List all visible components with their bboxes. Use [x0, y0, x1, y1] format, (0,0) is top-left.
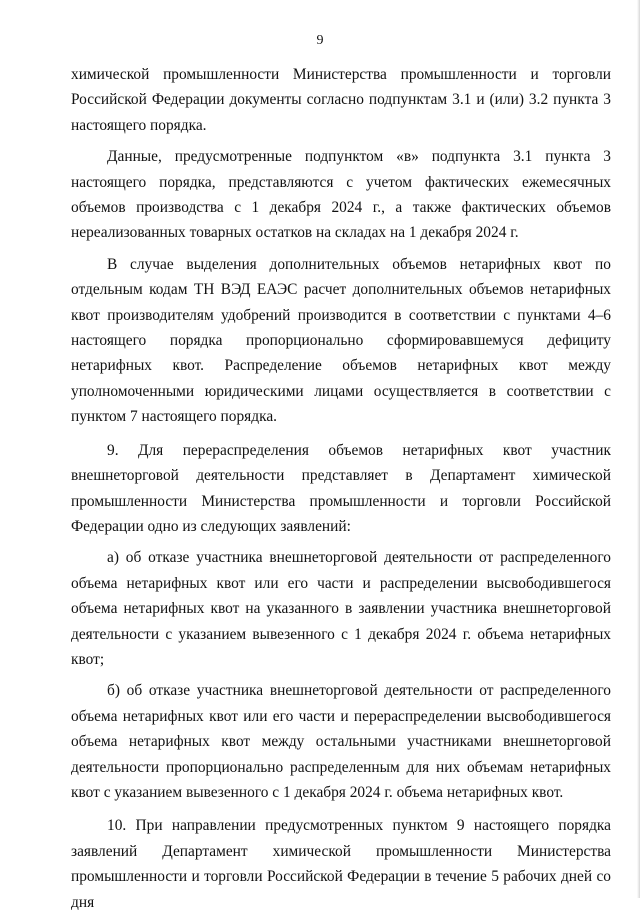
paragraph-item-9a: а) об отказе участника внешнеторговой деятельности от распределенного объема нетарифных квот или его части и распределении высвободившегося объема нетарифных квот на указанного в заявлении участника внешнеторговой деятельности с указанием вывезенного с 1 декабря 2024 г. объема нетарифных квот;	[71, 549, 611, 668]
paragraph-additional-quotas: В случае выделения дополнительных объемов нетарифных квот по отдельным кодам ТН ВЭД ЕАЭС расчет дополнительных объемов нетарифных квот производителям удобрений производится в соответствии с пунктами 4–6 настоящего порядка пропорционально сформировавшемуся дефициту нетарифных квот. Распределение объемов нетарифных квот между уполномоченными юридическими лицами осуществляется в соответствии с пунктом 7 настоящего порядка.	[71, 255, 611, 426]
document-body	[71, 62, 611, 915]
page-number: 9	[316, 33, 324, 48]
paragraph-data-provision: Данные, предусмотренные подпунктом «в» подпункта 3.1 пункта 3 настоящего порядка, представляются с учетом фактических ежемесячных объемов производства с 1 декабря 2024 г., а также фактических объемов нереализованных товарных остатков на складах на 1 декабря 2024 г.	[71, 148, 611, 242]
paragraph-item-9b: б) об отказе участника внешнеторговой деятельности от распределенного объема нетарифных квот или его части и перераспределении высвободившегося объема нетарифных квот между остальными участниками внешнеторговой деятельности пропорционально распределенным для них объемам нетарифных квот с указанием вывезенного с 1 декабря 2024 г. объема нетарифных квот.	[71, 682, 611, 801]
paragraph-continuation: химической промышленности Министерства промышленности и торговли Российской Федерации документы согласно подпунктам 3.1 и (или) 3.2 пункта 3 настоящего порядка.	[71, 66, 611, 134]
paragraph-item-9: 9. Для перераспределения объемов нетарифных квот участник внешнеторговой деятельности представляет в Департамент химической промышленности Министерства промышленности и торговли Российской Федерации одно из следующих заявлений:	[71, 441, 611, 535]
paragraph-item-10: 10. При направлении предусмотренных пунктом 9 настоящего порядка заявлений Департамент химической промышленности Министерства промышленности и торговли Российской Федерации в течение 5 рабочих дней со дня	[71, 817, 611, 911]
